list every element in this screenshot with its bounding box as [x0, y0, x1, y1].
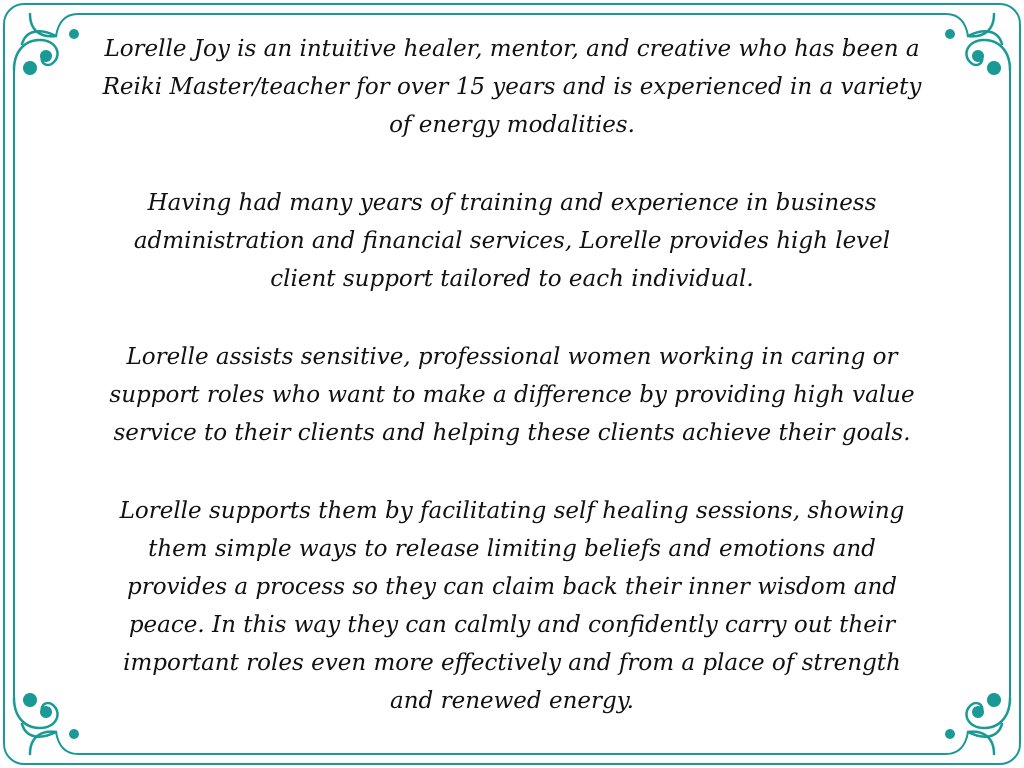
bio-paragraph-intro: Lorelle Joy is an intuitive healer, mentor, and creative who has been a Reiki Master/teacher for over 15 years and is experienced in a variety of energy modalities. — [102, 36, 922, 138]
swirl-ornament-icon — [14, 14, 79, 75]
bio-paragraph-audience: Lorelle assists sensitive, professional women working in caring or support roles who want to make a difference by providing high value service to their clients and helping these clients achieve their goals. — [109, 344, 915, 446]
bio-paragraph-approach: Lorelle supports them by facilitating self healing sessions, showing them simple ways to release limiting beliefs and emotions and provides a process so they can claim back their inner wisdom and peace. In this way they can calmly and confidently carry out their important roles even more effectively and from a place of strength and renewed energy. — [119, 498, 905, 714]
bio-paragraph-experience: Having had many years of training and experience in business administration and financial services, Lorelle provides high level client support tailored to each individual. — [133, 190, 891, 292]
swirl-ornament-icon — [945, 14, 1010, 75]
swirl-ornament-icon — [945, 693, 1010, 754]
bio-text-block — [100, 30, 924, 720]
swirl-ornament-icon — [14, 693, 79, 754]
